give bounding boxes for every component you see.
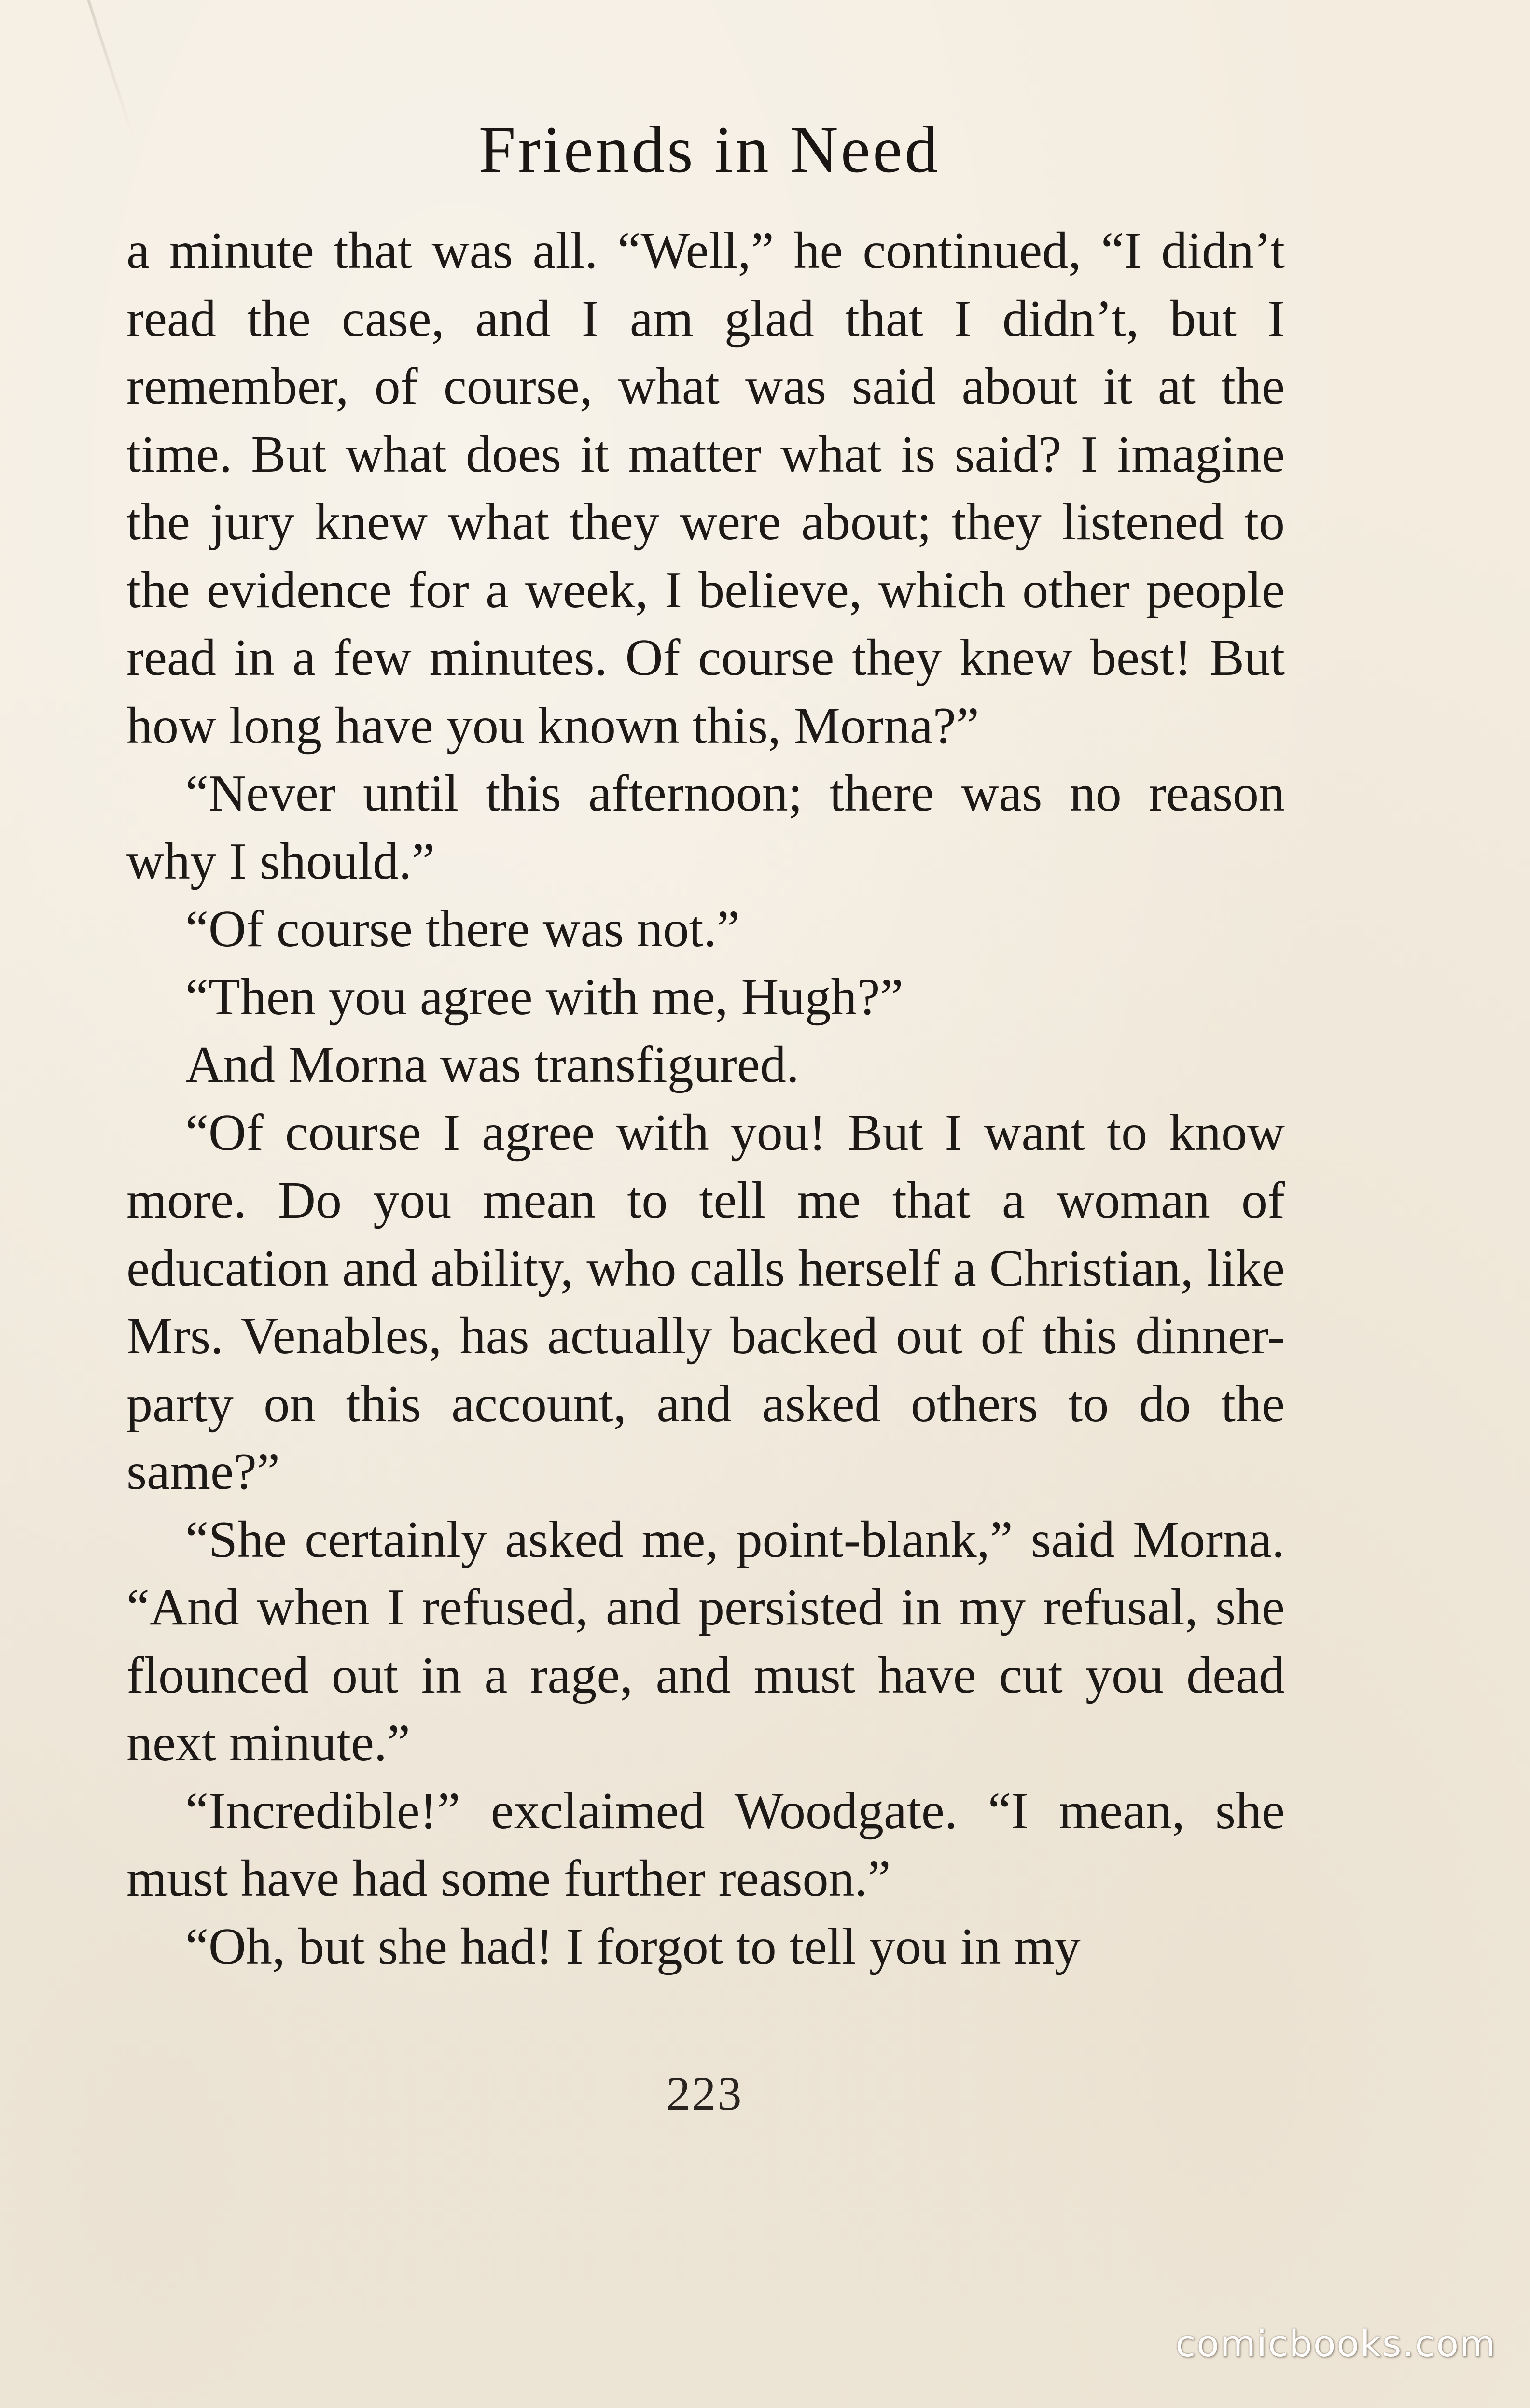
paragraph: “Oh, but she had! I forgot to tell you in my: [185, 1918, 1081, 1975]
paragraph: “Of course I agree with you! But I want to know more. Do you mean to tell me that a woman of education and ability, who calls herself a Christian, like Mrs. Venables, has actually backed out of this dinner-party on this account, and asked others to do the same?”: [126, 1104, 1285, 1500]
paragraph: “Of course there was not.”: [185, 900, 740, 958]
watermark: comicbooks.com: [1175, 2322, 1496, 2365]
paragraph: “Never until this afternoon; there was no reason why I should.”: [126, 765, 1285, 890]
page-number: 223: [666, 2067, 743, 2120]
paragraph: a minute that was all. “Well,” he continued, “I didn’t read the case, and I am glad that I didn’t, but I remember, of course, what was said about it at the time. But what does it matter what is said? I imagine the jury knew what they were about; they listened to the evidence for a week, I believe, which other people read in a few minutes. Of course they knew best! But how long have you known this, Morna?”: [126, 222, 1285, 755]
paragraph: “She certainly asked me, point-blank,” said Morna. “And when I refused, and persisted in my refusal, she flounced out in a rage, and must have cut you dead next minute.”: [126, 1511, 1285, 1772]
paragraph: “Incredible!” exclaimed Woodgate. “I mean, she must have had some further reason.”: [126, 1782, 1285, 1907]
body-text: [126, 217, 1285, 1981]
paragraph: “Then you agree with me, Hugh?”: [185, 968, 904, 1026]
paragraph: And Morna was transfigured.: [185, 1036, 799, 1093]
running-head-title: Friends in Need: [478, 112, 941, 186]
